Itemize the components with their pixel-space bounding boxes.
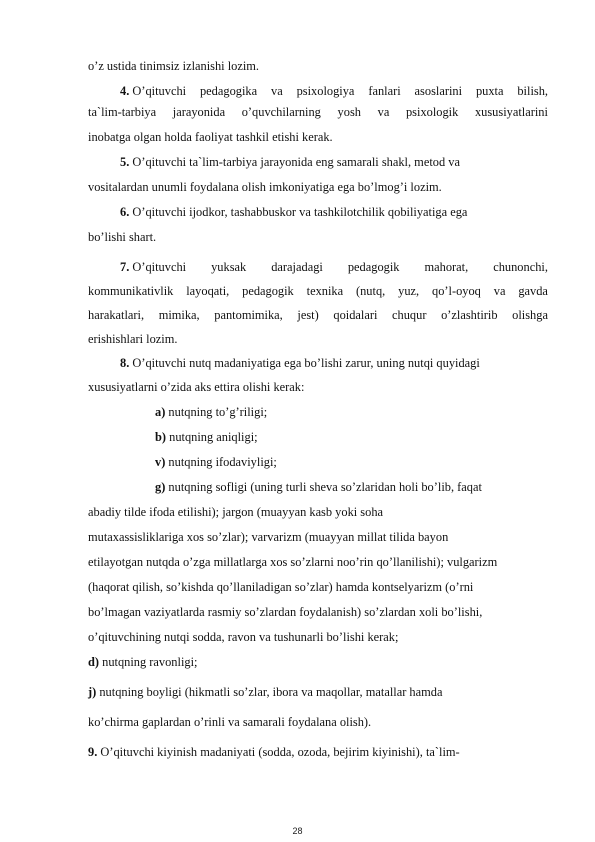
paragraph-start [120, 204, 467, 220]
word: olishga [512, 308, 548, 322]
word: yosh [337, 105, 361, 119]
text-line: erishishlari lozim. [88, 332, 178, 346]
item-number: 9. [88, 745, 98, 759]
list-label: b) [155, 430, 167, 444]
justified-line [88, 307, 548, 323]
justified-line [120, 83, 548, 99]
text-line: bo’lmagan vaziyatlarda rasmiy so’zlardan foydalanish) so’zlardan xoli bo’lishi, [88, 605, 483, 619]
item-number: 6. [120, 205, 130, 219]
list-label: d) [88, 655, 100, 669]
word: pedagogik [347, 260, 400, 274]
word: mahorat, [424, 260, 469, 274]
word: O’qituvchi [132, 84, 187, 98]
paragraph-start [120, 154, 460, 170]
justified-line [88, 283, 548, 299]
word: texnika [306, 284, 344, 298]
word: va [271, 84, 283, 98]
word: kommunikativlik [88, 284, 174, 298]
word: asoslarini [414, 84, 463, 98]
page-number: 28 [292, 826, 303, 836]
text-line: xususiyatlarni o’zida aks ettira olishi kerak: [88, 380, 305, 394]
text-span: nutqning to’g’riligi; [165, 405, 268, 419]
word: qo’l-oyoq [432, 284, 481, 298]
text-line: mutaxassisliklariga xos so’zlar); varvarizm (muayyan millat tilida bayon [88, 530, 449, 544]
list-label: a) [155, 405, 166, 419]
list-item [88, 654, 197, 670]
item-number: 7. [120, 260, 130, 274]
word: fanlari [368, 84, 401, 98]
text-span: nutqning ravonligi; [99, 655, 198, 669]
text-line: ko’chirma gaplardan o’rinli va samarali foydalana olish). [88, 715, 372, 729]
list-label: g) [155, 480, 166, 494]
text-line: o’z ustida tinimsiz izlanishi lozim. [88, 59, 260, 73]
list-item [155, 429, 258, 445]
text-line: bo’lishi shart. [88, 230, 157, 244]
list-item [155, 479, 482, 495]
text-span: nutqning boyligi (hikmatli so’zlar, ibora va maqollar, matallar hamda [96, 685, 443, 699]
word: va [493, 284, 506, 298]
word: o’quvchilarning [241, 105, 321, 119]
list-item [88, 684, 442, 700]
list-item [155, 454, 277, 470]
word: harakatlari, [88, 308, 145, 322]
word: puxta [475, 84, 504, 98]
word: o’zlashtirib [441, 308, 498, 322]
text-line: abadiy tilde ifoda etilishi); jargon (muayyan kasb yoki soha [88, 505, 384, 519]
word: va [377, 105, 390, 119]
word: pantomimika, [214, 308, 283, 322]
word: chuqur [392, 308, 427, 322]
word: psixologik [405, 105, 459, 119]
word: bilish, [517, 84, 548, 98]
word: mimika, [158, 308, 200, 322]
list-label: j) [88, 685, 97, 699]
word: pedagogika [199, 84, 258, 98]
text-span: O’qituvchi ijodkor, tashabbuskor va tashkilotchilik qobiliyatiga ega [129, 205, 468, 219]
word: qoidalari [333, 308, 378, 322]
justified-line [120, 259, 548, 275]
justified-line [88, 104, 548, 120]
text-span: O’qituvchi kiyinish madaniyati (sodda, ozoda, bejirim kiyinishi), ta`lim- [97, 745, 460, 759]
word: pedagogik [242, 284, 294, 298]
word: jest) [297, 308, 319, 322]
item-number: 4. [120, 84, 130, 98]
word: xususiyatlarini [474, 105, 548, 119]
word: yuz, [398, 284, 420, 298]
text-span: nutqning aniqligi; [166, 430, 258, 444]
paragraph-start [120, 355, 480, 371]
item-number: 8. [120, 356, 130, 370]
word: O’qituvchi [132, 260, 187, 274]
text-span: O’qituvchi nutq madaniyatiga ega bo’lishi zarur, uning nutqi quyidagi [129, 356, 480, 370]
word: layoqati, [186, 284, 230, 298]
text-line: vositalardan unumli foydalana olish imkoniyatiga ega bo’lmog’i lozim. [88, 180, 442, 194]
text-span: O’qituvchi ta`lim-tarbiya jarayonida eng samarali shakl, metod va [129, 155, 460, 169]
text-line: inobatga olgan holda faoliyat tashkil etishi kerak. [88, 130, 333, 144]
text-span: nutqning sofligi (uning turli sheva so’zlaridan holi bo’lib, faqat [165, 480, 482, 494]
word-with-number [120, 259, 186, 275]
text-line: etilayotgan nutqda o’zga millatlarga xos so’zlarni noo’rin qo’llanilishi); vulgarizm [88, 555, 498, 569]
list-label: v) [155, 455, 166, 469]
paragraph-start [88, 744, 460, 760]
list-item [155, 404, 267, 420]
word: chunonchi, [493, 260, 548, 274]
text-span: nutqning ifodaviyligi; [165, 455, 277, 469]
word: darajadagi [271, 260, 323, 274]
word-with-number [120, 83, 186, 99]
word: (nutq, [355, 284, 386, 298]
word: gavda [518, 284, 548, 298]
item-number: 5. [120, 155, 130, 169]
text-line: (haqorat qilish, so’kishda qo’llaniladigan so’zlar) hamda kontselyarizm (o’rni [88, 580, 474, 594]
word: psixologiya [296, 84, 355, 98]
word: ta`lim-tarbiya [88, 105, 157, 119]
word: yuksak [211, 260, 247, 274]
text-line: o’qituvchining nutqi sodda, ravon va tushunarli bo’lishi kerak; [88, 630, 399, 644]
word: jarayonida [172, 105, 226, 119]
